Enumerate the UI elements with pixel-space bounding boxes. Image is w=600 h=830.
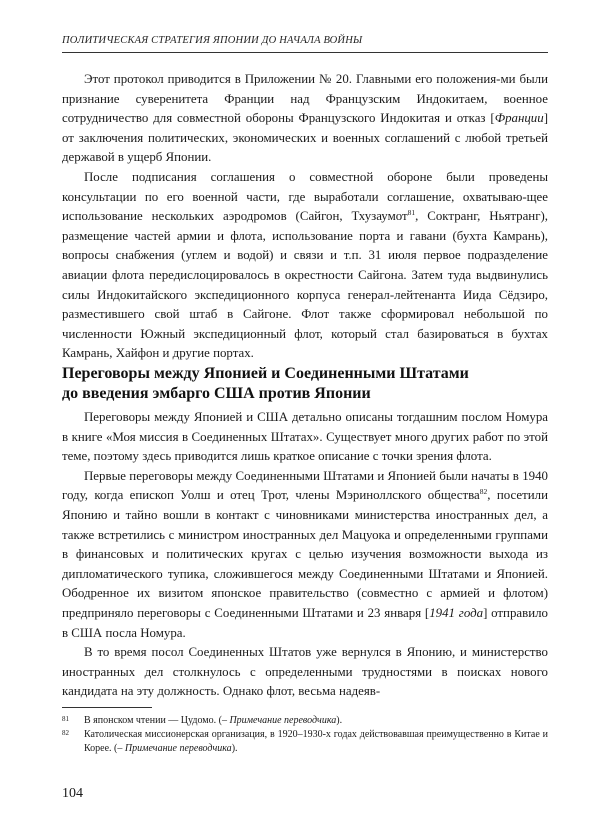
- running-head: ПОЛИТИЧЕСКАЯ СТРАТЕГИЯ ЯПОНИИ ДО НАЧАЛА ВОЙНЫ: [62, 35, 363, 46]
- header-rule: [62, 52, 548, 53]
- footnotes: [62, 714, 548, 756]
- footnote-number: 81: [62, 715, 69, 723]
- paragraph: Переговоры между Японией и США детально описаны тогдашним послом Номура в книге «Моя миссия в Соединенных Штатах». Существует много других работ по этой теме, поэтому здесь приводится лишь краткое описание с точки зрения флота.: [62, 410, 548, 464]
- paragraph: [62, 70, 548, 168]
- text-run: , Соктранг, Ньятранг), размещение частей армии и флота, использование порта и гавани (бухта Камрань), вопросы снабжения (углем и водой) и связи и т.п. 31 июля первое подразделение авиации флота передислоцировалось в окрестности Сайгона. Затем туда выдвинулись силы Индокитайского экспедиционного корпуса генерал-лейтенанта Иида Сёдзиро, разместившего свой штаб в Сайгоне. Флот также сформировал небольшой по численности Южный экспедиционный флот, который стал базироваться в бухтах Камрань, Хайфон и другие портах.: [62, 209, 548, 361]
- footnote-text: Католическая миссионерская организация, в 1920–1930-х годах действовавшая преимущественно в Китае и Корее. (–: [84, 729, 548, 754]
- heading-line: до введения эмбарго США против Японии: [62, 385, 371, 402]
- paragraph: [62, 168, 548, 364]
- footnote-rule: [62, 707, 152, 708]
- paragraph: В то время посол Соединенных Штатов уже вернулся в Японию, и министерство иностранных дел столкнулось с определенными трудностями в поисках нового кандидата на эту должность. Однако флот, весьма надеяв-: [62, 645, 548, 699]
- footnote-note: Примечание переводчика: [229, 715, 337, 726]
- footnote-ref: 81: [407, 208, 416, 218]
- italic-insert: Франции: [494, 111, 544, 126]
- text-run: ] от заключения политических, экономических и военных соглашений с любой третьей державой в ущерб Японии.: [62, 111, 548, 165]
- text-run: Первые переговоры между Соединенными Штатами и Японией были начаты в 1940 году, когда епископ Уолш и отец Трот, члены Мэриноллского общества: [62, 468, 548, 503]
- text-run: После подписания соглашения о совместной обороне были проведены консультации по его военной части, где выработали соглашение, охватываю-щее использование нескольких аэродромов (Сайгон, Тхузаумот: [62, 169, 548, 224]
- footnote-ref: 82: [479, 487, 488, 497]
- footnote-note: Примечание переводчика: [124, 743, 232, 754]
- footnote-text: В японском чтении — Цудомо. (–: [84, 715, 230, 726]
- footnote-end: ).: [231, 743, 238, 754]
- footnote-number: 82: [62, 729, 69, 737]
- section-1-text: [62, 70, 548, 364]
- section-heading: [62, 364, 548, 404]
- heading-line: Переговоры между Японией и Соединенными Штатами: [62, 365, 469, 382]
- footnote: [62, 728, 548, 756]
- italic-insert: 1941 года: [429, 605, 484, 620]
- paragraph: [62, 467, 548, 643]
- footnote: [62, 714, 548, 728]
- footnote-end: ).: [336, 715, 343, 726]
- page-number: 104: [62, 786, 83, 801]
- text-run: Этот протокол приводится в Приложении № 20. Главными его положения-ми были признание суверенитета Франции над Французским Индокитаем, военное сотрудничество для совместной обороны Французского Индокитая и отказ [: [62, 72, 548, 126]
- text-run: , посетили Японию и тайно вошли в контакт с чиновниками министерства иностранных дел, а также встретились с министром иностранных дел Мацуока и определенными группами в финансовых и политических кругах с целью изучения возможности выхода из дипломатического тупика, сложившегося между Соединенными Штатами и Японией. Ободренное их визитом японское правительство (совместно с армией и флотом) предприняло переговоры с Соединенными Штатами и 23 января [: [62, 488, 548, 620]
- text-run: ] отправило в США посла Номура.: [62, 605, 548, 640]
- section-2-text: [62, 408, 548, 702]
